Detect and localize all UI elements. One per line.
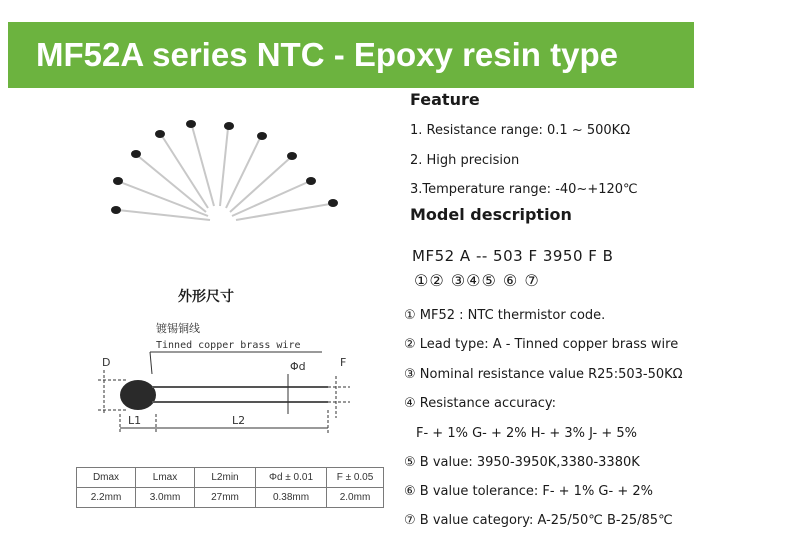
feature-item: 2. High precision [410,153,520,168]
label-l1: L1 [128,414,142,427]
label-f: F [340,356,347,369]
label-l2: L2 [232,414,246,427]
label-phid: Φd [290,360,306,373]
model-item: ③ Nominal resistance value R25:503-50KΩ [404,367,683,382]
model-item: F- + 1% G- + 2% H- + 3% J- + 5% [416,426,637,441]
table-cell: 3.0mm [136,488,195,508]
model-heading: Model description [410,205,572,224]
table-header-row [77,468,384,488]
model-item: ④ Resistance accuracy: [404,396,557,411]
title-banner [8,22,694,88]
table-header-cell: F ± 0.05 [327,468,384,488]
model-item: ⑥ B value tolerance: F- + 1% G- + 2% [404,484,653,499]
model-item: ① MF52 : NTC thermistor code. [404,308,606,323]
wire-label-en: Tinned copper brass wire [156,340,301,351]
table-cell: 2.0mm [327,488,384,508]
table-cell: 2.2mm [77,488,136,508]
table-header-cell: Lmax [136,468,195,488]
model-item: ⑤ B value: 3950-3950K,3380-3380K [404,455,640,470]
model-item: ② Lead type: A - Tinned copper brass wire [404,337,679,352]
dimensions-title: 外形尺寸 [178,289,234,305]
thermistor-photo [90,112,352,247]
wire-label-cn: 镀锡铜线 [156,322,200,335]
table-header-cell: Φd ± 0.01 [256,468,327,488]
table-row [77,488,384,508]
table-header-cell: Dmax [77,468,136,488]
feature-item: 1. Resistance range: 0.1 ~ 500KΩ [410,123,631,138]
label-d: D [102,356,111,369]
model-code: MF52 A -- 503 F 3950 F B [412,247,614,265]
dimension-drawing [60,310,380,460]
thermistor-body [120,380,156,410]
dimension-table [76,467,384,508]
page-title: MF52A series NTC - Epoxy resin type [36,36,618,73]
table-cell: 27mm [195,488,256,508]
model-code-markers: ①② ③④⑤ ⑥ ⑦ [414,271,540,290]
model-item: ⑦ B value category: A-25/50℃ B-25/85℃ [404,513,673,528]
feature-heading: Feature [410,90,480,109]
table-cell: 0.38mm [256,488,327,508]
feature-item: 3.Temperature range: -40~+120℃ [410,182,638,197]
table-header-cell: L2min [195,468,256,488]
